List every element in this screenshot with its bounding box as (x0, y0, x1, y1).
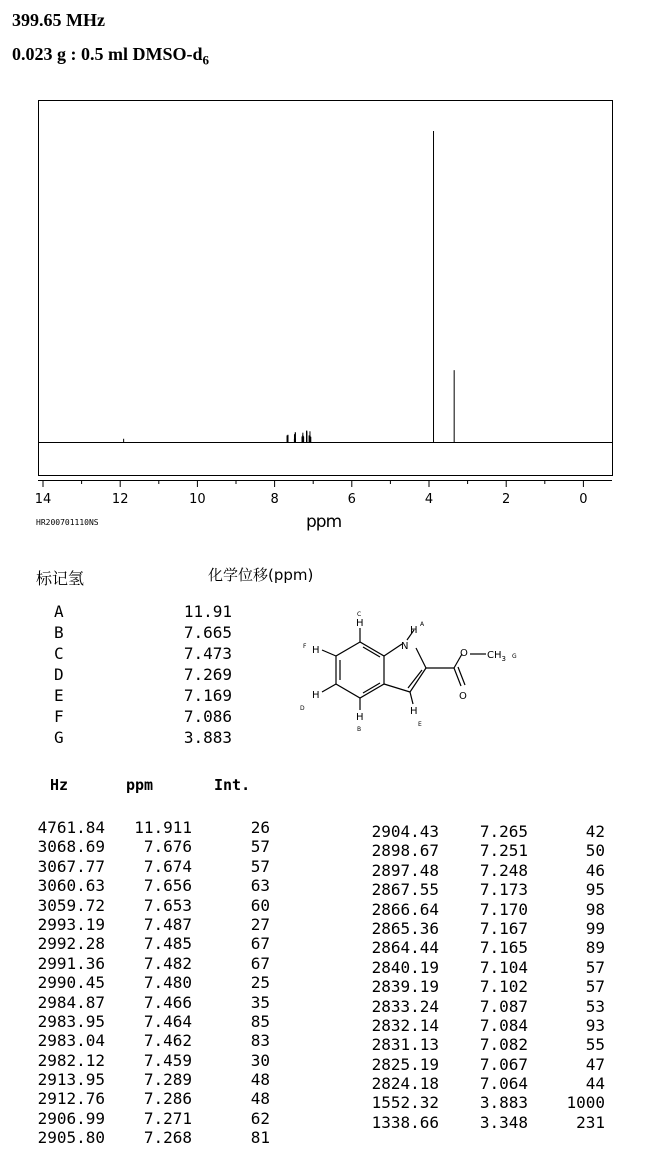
peak-int: 57 (585, 977, 605, 997)
peak-ppm: 7.104 (479, 957, 528, 977)
nmr-spectrum-chart (0, 0, 652, 520)
assignment-shift-header: 化学位移(ppm) (208, 566, 314, 584)
sample-main: 0.023 g : 0.5 ml DMSO-d (12, 44, 203, 64)
peak-ppm: 7.676 (143, 837, 192, 857)
peak-hz: 2990.45 (37, 973, 105, 993)
peak-ppm: 7.466 (143, 992, 192, 1012)
assignment-row (54, 728, 254, 749)
assignment-letter: E (54, 686, 64, 705)
peak-int: 81 (250, 1128, 270, 1148)
peak-int: 95 (585, 880, 605, 900)
assignment-row (54, 665, 254, 686)
peak-table-ppm-header: ppm (126, 776, 154, 794)
label-d: D (300, 705, 305, 712)
peak-hz: 2867.55 (371, 880, 439, 900)
x-tick-label: 4 (424, 492, 434, 507)
atom-h-d: H (312, 690, 320, 701)
atom-n: N (401, 641, 409, 652)
peak-ppm: 7.165 (479, 938, 528, 958)
spectrum-code: HR200701110NS (36, 518, 99, 527)
label-g: G (512, 653, 517, 660)
peak-int: 67 (250, 934, 270, 954)
peak-int: 57 (250, 856, 270, 876)
peak-int: 99 (585, 918, 605, 938)
assignment-label-header: 标记氢 (36, 569, 85, 588)
peak-ppm: 7.082 (479, 1035, 528, 1055)
methyl-ch: CH (487, 650, 502, 661)
peak-ppm: 3.348 (479, 1112, 528, 1132)
peak-int: 25 (250, 973, 270, 993)
peak-hz: 2864.44 (371, 938, 439, 958)
peak-ppm: 7.067 (479, 1054, 528, 1074)
peak-hz: 2912.76 (37, 1089, 105, 1109)
peak-int: 46 (585, 860, 605, 880)
peak-hz: 2898.67 (371, 841, 439, 861)
peak-ppm: 7.459 (143, 1050, 192, 1070)
atom-h-b: H (356, 712, 364, 723)
peak-int: 57 (250, 837, 270, 857)
peak-ppm: 7.271 (143, 1108, 192, 1128)
label-e: E (418, 721, 422, 728)
peak-int: 42 (585, 822, 605, 841)
assignment-row (54, 686, 254, 707)
peak-hz: 2983.95 (37, 1011, 105, 1031)
peak-ppm: 7.170 (479, 899, 528, 919)
assignment-shift: 7.269 (183, 665, 232, 684)
peak-hz: 2840.19 (371, 957, 439, 977)
peak-int: 1000 (566, 1093, 605, 1113)
peak-int: 53 (585, 996, 605, 1016)
peak-ppm: 7.487 (143, 914, 192, 934)
atom-o-ester: O (460, 648, 468, 659)
x-tick-label: 12 (111, 492, 129, 507)
peak-hz: 3067.77 (37, 856, 105, 876)
assignment-shift: 7.665 (183, 623, 232, 642)
x-tick-label: 8 (270, 492, 279, 507)
label-c: C (357, 611, 362, 618)
peak-int: 57 (585, 957, 605, 977)
peak-hz: 2993.19 (37, 914, 105, 934)
peak-hz: 3059.72 (37, 895, 105, 915)
atom-h-e: H (410, 706, 418, 717)
methyl-sub: 3 (501, 655, 506, 663)
peak-hz: 2983.04 (37, 1031, 105, 1051)
peak-int: 60 (250, 895, 270, 915)
peak-int: 55 (585, 1035, 605, 1055)
x-tick-label: 14 (34, 492, 52, 507)
atom-o-carbonyl: O (459, 691, 467, 702)
peak-ppm: 7.167 (479, 918, 528, 938)
peak-ppm: 7.482 (143, 953, 192, 973)
assignment-shift: 3.883 (183, 728, 232, 747)
peak-int: 231 (576, 1112, 605, 1132)
peak-hz: 2905.80 (37, 1128, 105, 1148)
x-tick-label: 6 (347, 492, 356, 507)
assignment-row (54, 644, 254, 665)
peak-hz: 2832.14 (371, 1015, 439, 1035)
assignment-shift: 7.169 (183, 686, 232, 705)
peak-int: 67 (250, 953, 270, 973)
peak-int: 89 (585, 938, 605, 958)
peak-int: 93 (585, 1015, 605, 1035)
peak-ppm: 7.064 (479, 1074, 528, 1094)
peak-hz: 2913.95 (37, 1070, 105, 1090)
assignment-table (54, 602, 254, 749)
assignment-shift: 7.086 (183, 707, 232, 726)
assignment-shift: 7.473 (183, 644, 232, 663)
peak-ppm: 7.464 (143, 1011, 192, 1031)
methyl-group (487, 650, 506, 663)
peak-ppm: 11.911 (134, 818, 192, 837)
atom-h-a: H (410, 625, 418, 636)
atom-h-c: H (356, 618, 364, 629)
label-a: A (420, 621, 425, 628)
molecule-atom-labels (300, 611, 517, 733)
peak-hz: 2991.36 (37, 953, 105, 973)
peak-ppm: 7.656 (143, 876, 192, 896)
peak-int: 48 (250, 1070, 270, 1090)
peak-int: 98 (585, 899, 605, 919)
peak-hz: 2982.12 (37, 1050, 105, 1070)
peak-ppm: 3.883 (479, 1093, 528, 1113)
peak-hz: 2984.87 (37, 992, 105, 1012)
peak-ppm: 7.084 (479, 1015, 528, 1035)
peak-ppm: 7.485 (143, 934, 192, 954)
peak-int: 26 (250, 818, 270, 837)
assignment-letter: G (54, 728, 64, 747)
peak-int: 30 (250, 1050, 270, 1070)
peak-hz: 2866.64 (371, 899, 439, 919)
peak-ppm: 7.653 (143, 895, 192, 915)
peak-ppm: 7.286 (143, 1089, 192, 1109)
label-f: F (303, 643, 307, 650)
peak-hz: 2906.99 (37, 1108, 105, 1128)
peak-ppm: 7.173 (479, 880, 528, 900)
peak-hz: 2825.19 (371, 1054, 439, 1074)
peak-hz: 2831.13 (371, 1035, 439, 1055)
peak-table-int-header: Int. (214, 776, 251, 794)
x-tick-label: 0 (579, 492, 588, 507)
peak-int: 62 (250, 1108, 270, 1128)
atom-h-f: H (312, 645, 320, 656)
assignment-row (54, 707, 254, 728)
assignment-letter: C (54, 644, 64, 663)
peak-hz: 2865.36 (371, 918, 439, 938)
x-axis-ticks (35, 480, 588, 507)
peak-ppm: 7.268 (143, 1128, 192, 1148)
peak-hz: 2833.24 (371, 996, 439, 1016)
molecule-structure (290, 606, 550, 746)
plot-frame (39, 101, 613, 476)
x-axis-label: ppm (306, 512, 342, 532)
peak-int: 27 (250, 914, 270, 934)
peak-hz: 4761.84 (37, 818, 105, 837)
peak-ppm: 7.102 (479, 977, 528, 997)
peak-hz: 2992.28 (37, 934, 105, 954)
label-b: B (357, 726, 362, 733)
peak-hz: 2897.48 (371, 860, 439, 880)
peak-int: 63 (250, 876, 270, 896)
assignment-row (54, 623, 254, 644)
assignment-shift: 11.91 (183, 602, 232, 621)
peak-ppm: 7.462 (143, 1031, 192, 1051)
assignment-letter: F (54, 707, 64, 726)
peak-int: 83 (250, 1031, 270, 1051)
assignment-letter: B (54, 623, 64, 642)
peak-ppm: 7.289 (143, 1070, 192, 1090)
peak-int: 50 (585, 841, 605, 861)
sample-subscript: 6 (202, 52, 209, 68)
peak-table-hz-header: Hz (50, 776, 69, 794)
peak-hz: 2824.18 (371, 1074, 439, 1094)
peak-int: 35 (250, 992, 270, 1012)
x-tick-label: 10 (189, 492, 206, 507)
peak-ppm: 7.674 (143, 856, 192, 876)
peak-hz: 3068.69 (37, 837, 105, 857)
peak-hz: 2839.19 (371, 977, 439, 997)
peak-hz: 1338.66 (371, 1112, 439, 1132)
spectrometer-frequency: 399.65 MHz (12, 10, 105, 30)
peak-marks (124, 131, 455, 442)
peak-ppm: 7.265 (479, 822, 528, 841)
peak-int: 48 (250, 1089, 270, 1109)
peak-int: 85 (250, 1011, 270, 1031)
assignment-letter: A (54, 602, 64, 621)
peak-ppm: 7.248 (479, 860, 528, 880)
peak-hz: 3060.63 (37, 876, 105, 896)
peak-ppm: 7.087 (479, 996, 528, 1016)
peak-hz: 1552.32 (371, 1093, 439, 1113)
assignment-letter: D (54, 665, 64, 684)
assignment-row (54, 602, 254, 623)
peak-ppm: 7.480 (143, 973, 192, 993)
peak-hz: 2904.43 (371, 822, 439, 841)
x-tick-label: 2 (502, 492, 511, 507)
peak-int: 47 (585, 1054, 605, 1074)
peak-ppm: 7.251 (479, 841, 528, 861)
peak-int: 44 (585, 1074, 605, 1094)
